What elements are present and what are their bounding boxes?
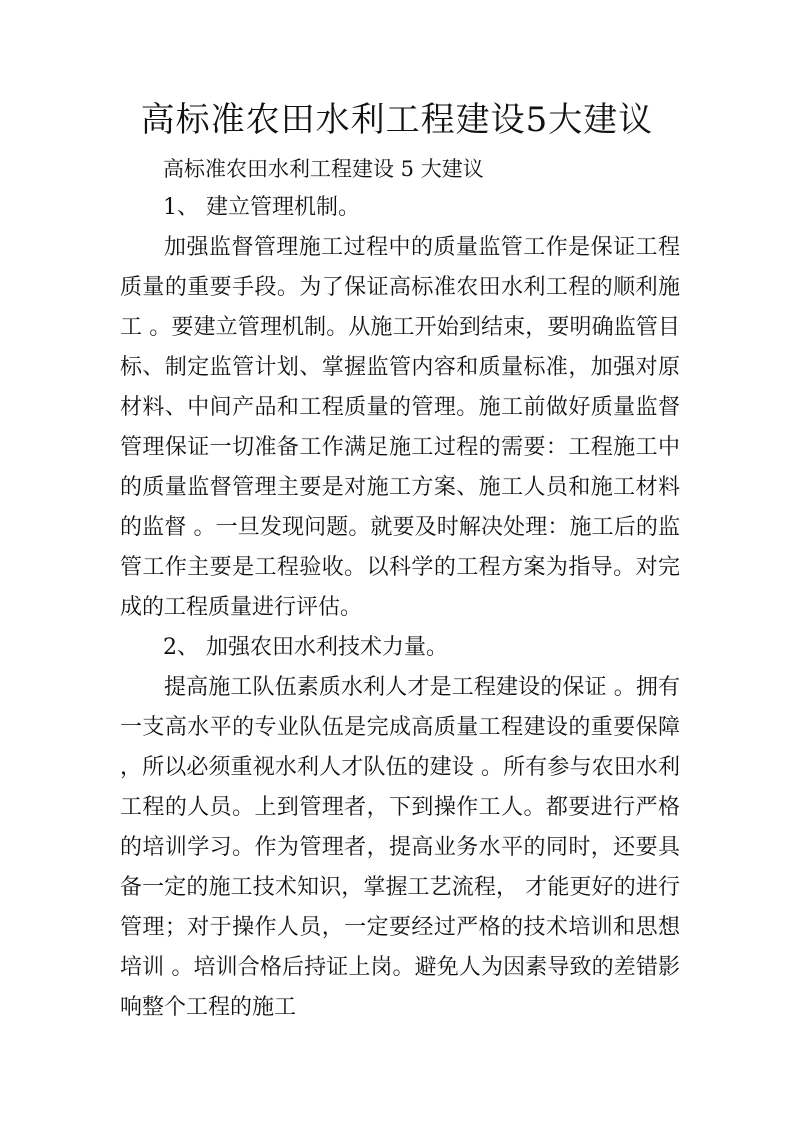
section-heading-1: 1、 建立管理机制。 — [163, 195, 360, 220]
document-subtitle: 高标准农田水利工程建设 5 大建议 — [163, 157, 484, 181]
document-body — [120, 150, 680, 1028]
document-title: 高标准农田水利工程建设5大建议 — [140, 100, 654, 140]
section-heading-2: 2、 加强农田水利技术力量。 — [163, 635, 448, 660]
section-paragraph-1: 加强监督管理施工过程中的质量监管工作是保证工程质量的重要手段。为了保证高标准农田水利工程的顺利施工 。要建立管理机制。从施工开始到结束，要明确监管目标、制定监管计划、掌握监管内容和质量标准，加强对原材料、中间产品和工程质量的管理。施工前做好质量监督管理保证一切准备工作满足施工过程的需要：工程施工中的质量监督管理主要是对施工方案、施工人员和施工材料的监督 。一旦发现问题。就要及时解决处理：施工后的监管工作主要是工程验收。以科学的工程方案为指导。对完成的工程质量进行评估。 — [120, 235, 680, 620]
section-paragraph-2: 提高施工队伍素质水利人才是工程建设的保证 。拥有一支高水平的专业队伍是完成高质量工程建设的重要保障 ，所以必须重视水利人才队伍的建设 。所有参与农田水利工程的人员。上到管理者，下到操作工人。都要进行严格的培训学习。作为管理者，提高业务水平的同时，还要具备一定的施工技术知识，掌握工艺流程， 才能更好的进行管理；对于操作人员，一定要经过严格的技术培训和思想培训 。培训合格后持证上岗。避免人为因素导致的差错影响整个工程的施工 — [120, 675, 680, 1020]
